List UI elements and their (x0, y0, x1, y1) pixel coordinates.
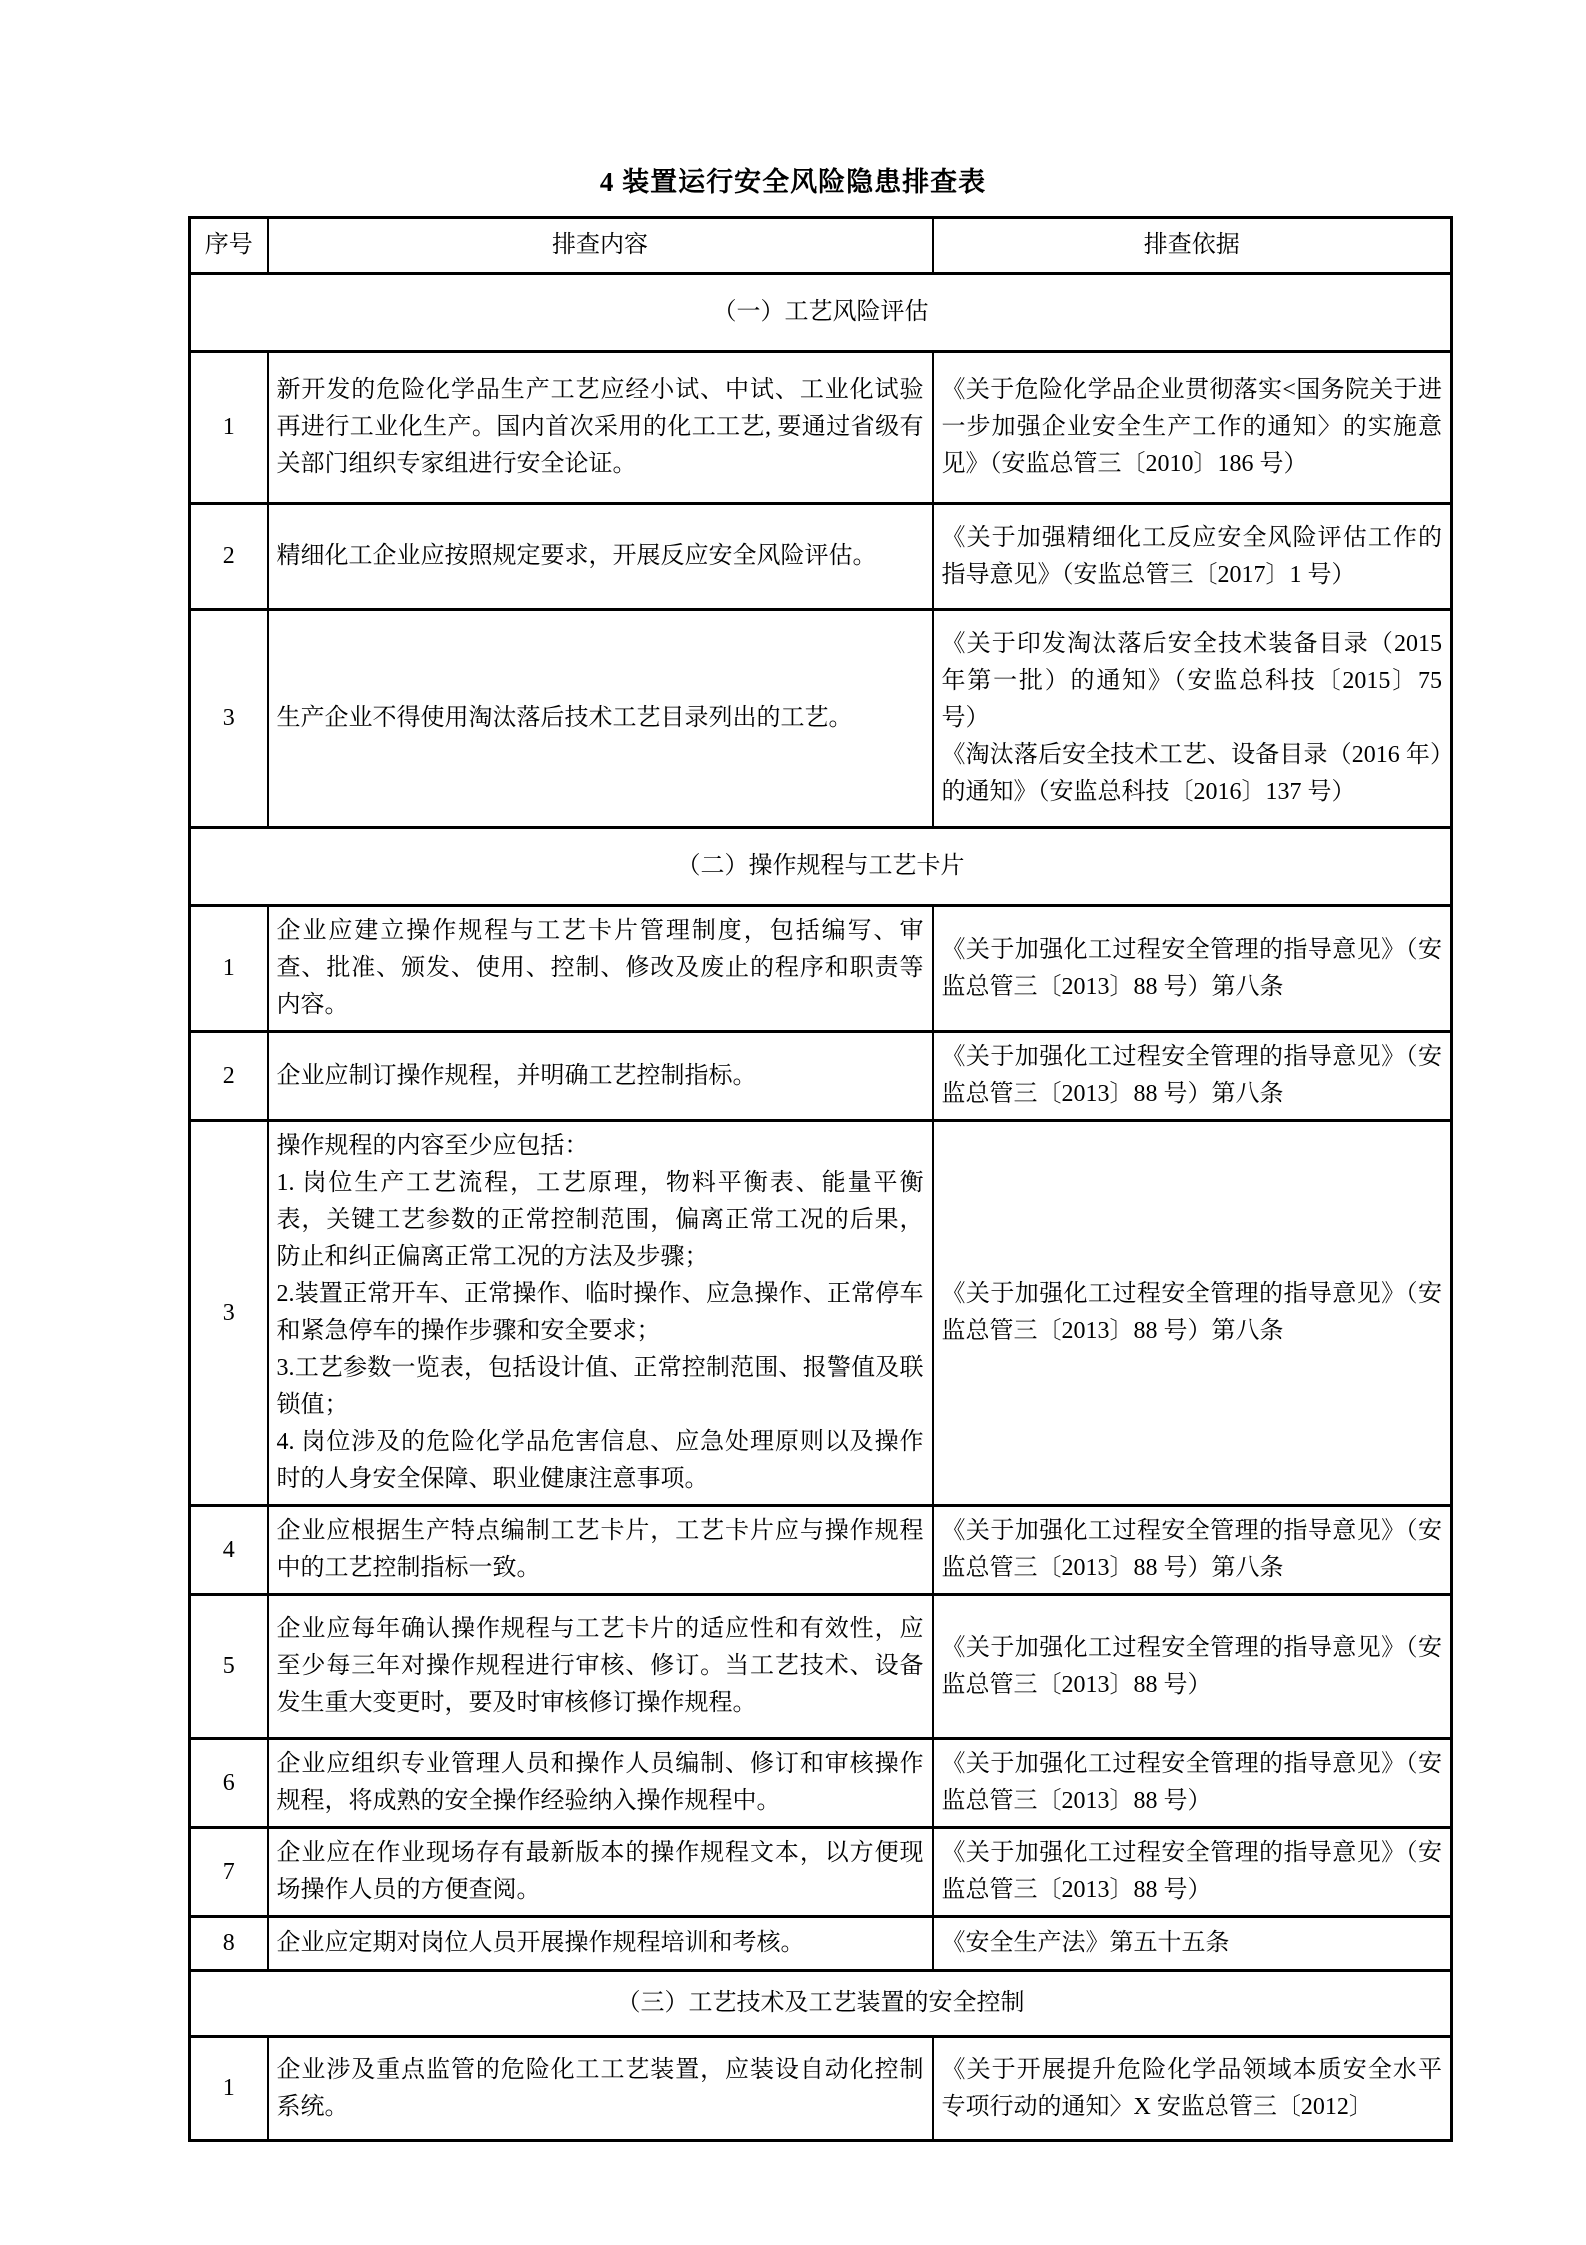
basis-paragraph: 《关于开展提升危险化学品领域本质安全水平专项行动的通知〉X 安监总管三〔2012〕 (941, 2056, 1442, 2120)
section-title: （三）工艺技术及工艺装置的安全控制 (190, 1971, 1452, 2037)
table-header-row (190, 218, 1452, 274)
content-paragraph: 操作规程的内容至少应包括： (276, 1133, 589, 1159)
content-paragraph: 生产企业不得使用淘汰落后技术工艺目录列出的工艺。 (276, 705, 853, 731)
row-content (268, 1032, 933, 1121)
basis-paragraph: 《关于加强化工过程安全管理的指导意见》（安监总管三〔2013〕88 号）第八条 (941, 1518, 1442, 1581)
table-row (190, 906, 1452, 1032)
content-paragraph: 企业应在作业现场存有最新版本的操作规程文本，以方便现场操作人员的方便查阅。 (276, 1840, 924, 1903)
header-cell-content: 排查内容 (268, 218, 933, 274)
row-basis (933, 2037, 1452, 2141)
row-basis (933, 504, 1452, 610)
basis-paragraph: 《关于加强化工过程安全管理的指导意见》（安监总管三〔2013〕88 号） (941, 1840, 1442, 1903)
table-row (190, 1917, 1452, 1971)
basis-paragraph: 《关于加强化工过程安全管理的指导意见》（安监总管三〔2013〕88 号）第八条 (941, 1044, 1442, 1107)
table-row (190, 2037, 1452, 2141)
row-number: 8 (190, 1917, 268, 1971)
row-number: 5 (190, 1595, 268, 1739)
section-row (190, 828, 1452, 906)
table-row (190, 610, 1452, 828)
row-content (268, 1917, 933, 1971)
content-paragraph: 新开发的危险化学品生产工艺应经小试、中试、工业化试验再进行工业化生产。国内首次采用的化工工艺, 要通过省级有关部门组织专家组进行安全论证。 (276, 377, 924, 477)
row-number: 2 (190, 1032, 268, 1121)
basis-paragraph: 《关于加强化工过程安全管理的指导意见》（安监总管三〔2013〕88 号） (941, 1751, 1442, 1814)
table-row (190, 1739, 1452, 1828)
header-cell-basis: 排查依据 (933, 218, 1452, 274)
content-paragraph: 企业应组织专业管理人员和操作人员编制、修订和审核操作规程，将成熟的安全操作经验纳入操作规程中。 (276, 1751, 924, 1814)
row-number: 4 (190, 1506, 268, 1595)
row-number: 2 (190, 504, 268, 610)
row-content (268, 1828, 933, 1917)
basis-paragraph: 《关于加强化工过程安全管理的指导意见》（安监总管三〔2013〕88 号）第八条 (941, 1281, 1442, 1344)
table-row (190, 1828, 1452, 1917)
table-row (190, 1595, 1452, 1739)
content-paragraph: 企业应建立操作规程与工艺卡片管理制度，包括编写、审查、批准、颁发、使用、控制、修改及废止的程序和职责等内容。 (276, 918, 924, 1018)
basis-paragraph: 《安全生产法》第五十五条 (941, 1930, 1230, 1956)
content-paragraph: 3.工艺参数一览表，包括设计值、正常控制范围、报警值及联锁值； (276, 1355, 924, 1418)
content-paragraph: 2.装置正常开车、正常操作、临时操作、应急操作、正常停车和紧急停车的操作步骤和安全要求； (276, 1281, 924, 1344)
table-row (190, 352, 1452, 504)
basis-paragraph: 《关于危险化学品企业贯彻落实<国务院关于进一步加强企业安全生产工作的通知〉的实施意见》（安监总管三〔2010〕186 号） (941, 377, 1442, 477)
content-paragraph: 企业应制订操作规程，并明确工艺控制指标。 (276, 1062, 757, 1089)
row-content (268, 504, 933, 610)
row-content (268, 1739, 933, 1828)
row-content (268, 352, 933, 504)
content-paragraph: 企业涉及重点监管的危险化工工艺装置，应装设自动化控制系统。 (276, 2056, 924, 2120)
table-row (190, 1121, 1452, 1506)
row-number: 3 (190, 1121, 268, 1506)
basis-paragraph: 《关于印发淘汰落后安全技术装备目录（2015 年第一批）的通知》（安监总科技〔2015〕75 号） (941, 631, 1442, 731)
row-content (268, 1121, 933, 1506)
table-row (190, 504, 1452, 610)
header-cell-no: 序号 (190, 218, 268, 274)
content-paragraph: 企业应定期对岗位人员开展操作规程培训和考核。 (276, 1930, 805, 1956)
page-title: 4 装置运行安全风险隐患排查表 (599, 167, 987, 197)
row-basis (933, 1595, 1452, 1739)
row-basis (933, 352, 1452, 504)
section-title: （二）操作规程与工艺卡片 (190, 828, 1452, 906)
row-basis (933, 1032, 1452, 1121)
basis-paragraph: 《关于加强化工过程安全管理的指导意见》（安监总管三〔2013〕88 号）第八条 (941, 936, 1442, 1000)
content-paragraph: 企业应根据生产特点编制工艺卡片，工艺卡片应与操作规程中的工艺控制指标一致。 (276, 1518, 924, 1581)
row-content (268, 1595, 933, 1739)
table-row (190, 1506, 1452, 1595)
row-basis (933, 610, 1452, 828)
content-paragraph: 1. 岗位生产工艺流程，工艺原理，物料平衡表、能量平衡表，关键工艺参数的正常控制范围，偏离正常工况的后果，防止和纠正偏离正常工况的方法及步骤； (276, 1170, 924, 1270)
row-content (268, 610, 933, 828)
basis-paragraph: 《淘汰落后安全技术工艺、设备目录（2016 年）的通知》（安监总科技〔2016〕137 号） (941, 742, 1442, 805)
section-row (190, 1971, 1452, 2037)
row-basis (933, 1121, 1452, 1506)
row-number: 6 (190, 1739, 268, 1828)
content-paragraph: 4. 岗位涉及的危险化学品危害信息、应急处理原则以及操作时的人身安全保障、职业健康注意事项。 (276, 1429, 924, 1492)
table-row (190, 1032, 1452, 1121)
content-paragraph: 企业应每年确认操作规程与工艺卡片的适应性和有效性，应至少每三年对操作规程进行审核、修订。当工艺技术、设备发生重大变更时，要及时审核修订操作规程。 (276, 1616, 924, 1716)
row-content (268, 1506, 933, 1595)
row-number: 7 (190, 1828, 268, 1917)
basis-paragraph: 《关于加强化工过程安全管理的指导意见》（安监总管三〔2013〕88 号） (941, 1634, 1442, 1698)
row-basis (933, 1917, 1452, 1971)
row-number: 1 (190, 2037, 268, 2141)
row-number: 1 (190, 352, 268, 504)
content-paragraph: 精细化工企业应按照规定要求，开展反应安全风险评估。 (276, 543, 877, 569)
row-basis (933, 906, 1452, 1032)
row-basis (933, 1828, 1452, 1917)
inspection-table (188, 216, 1453, 2142)
row-basis (933, 1506, 1452, 1595)
row-content (268, 2037, 933, 2141)
row-content (268, 906, 933, 1032)
row-number: 3 (190, 610, 268, 828)
row-basis (933, 1739, 1452, 1828)
section-row (190, 274, 1452, 352)
basis-paragraph: 《关于加强精细化工反应安全风险评估工作的指导意见》（安监总管三〔2017〕1 号） (941, 524, 1442, 588)
row-number: 1 (190, 906, 268, 1032)
section-title: （一）工艺风险评估 (190, 274, 1452, 352)
